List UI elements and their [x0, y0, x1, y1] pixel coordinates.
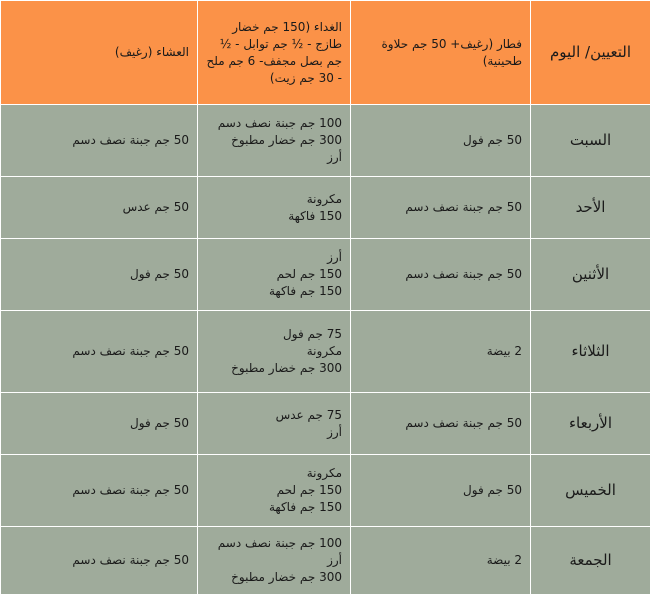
table-header-row [1, 1, 650, 105]
breakfast-item: 50 جم جبنة نصف دسم [359, 199, 522, 216]
table-row [1, 311, 650, 393]
breakfast-item: 50 جم جبنة نصف دسم [359, 266, 522, 283]
lunch-item: مكرونة [206, 191, 342, 208]
table-row [1, 177, 650, 239]
lunch-item: 100 جم جبنة نصف دسم [206, 115, 342, 132]
day-cell: الأحد [531, 177, 650, 239]
breakfast-item: 50 جم فول [359, 132, 522, 149]
breakfast-cell [351, 527, 531, 595]
lunch-cell [198, 527, 351, 595]
lunch-item: أرز [206, 552, 342, 569]
dinner-item: 50 جم جبنة نصف دسم [9, 552, 189, 569]
header-dinner: العشاء (رغيف) [1, 1, 198, 105]
breakfast-cell [351, 455, 531, 527]
dinner-item: 50 جم جبنة نصف دسم [9, 482, 189, 499]
dinner-item: 50 جم فول [9, 415, 189, 432]
breakfast-cell [351, 177, 531, 239]
table-row [1, 455, 650, 527]
lunch-cell [198, 105, 351, 177]
day-cell: السبت [531, 105, 650, 177]
lunch-cell [198, 393, 351, 455]
lunch-cell [198, 455, 351, 527]
lunch-item: أرز [206, 149, 342, 166]
dinner-item: 50 جم فول [9, 266, 189, 283]
breakfast-item: 2 بيضة [359, 552, 522, 569]
day-cell: الثلاثاء [531, 311, 650, 393]
breakfast-item: 50 جم جبنة نصف دسم [359, 415, 522, 432]
breakfast-cell [351, 393, 531, 455]
table-row [1, 105, 650, 177]
lunch-cell [198, 177, 351, 239]
lunch-item: 150 جم لحم [206, 482, 342, 499]
lunch-item: 300 جم خضار مطبوخ [206, 132, 342, 149]
table-row [1, 393, 650, 455]
dinner-cell [1, 527, 198, 595]
header-breakfast: فطار (رغيف+ 50 جم حلاوة طحينية) [351, 1, 531, 105]
breakfast-item: 50 جم فول [359, 482, 522, 499]
dinner-cell [1, 455, 198, 527]
table-body [1, 105, 650, 595]
lunch-item: 75 جم فول [206, 326, 342, 343]
header-day: التعيين/ اليوم [531, 1, 650, 105]
day-cell: الخميس [531, 455, 650, 527]
dinner-cell [1, 393, 198, 455]
dinner-cell [1, 311, 198, 393]
lunch-item: 150 جم فاكهة [206, 499, 342, 516]
lunch-item: 150 جم فاكهة [206, 283, 342, 300]
lunch-item: 150 فاكهة [206, 208, 342, 225]
breakfast-cell [351, 239, 531, 311]
lunch-cell [198, 311, 351, 393]
dinner-item: 50 جم جبنة نصف دسم [9, 343, 189, 360]
dinner-item: 50 جم عدس [9, 199, 189, 216]
header-lunch: الغداء (150 جم خضار طازج - ½ جم توابل - ½ جم بصل مجفف- 6 جم ملح - 30 جم زيت) [198, 1, 351, 105]
day-cell: الأثنين [531, 239, 650, 311]
lunch-item: مكرونة [206, 343, 342, 360]
dinner-cell [1, 105, 198, 177]
breakfast-cell [351, 105, 531, 177]
lunch-item: 75 جم عدس [206, 407, 342, 424]
breakfast-cell [351, 311, 531, 393]
table-row [1, 239, 650, 311]
lunch-item: 300 جم خضار مطبوخ [206, 569, 342, 586]
breakfast-item: 2 بيضة [359, 343, 522, 360]
day-cell: الجمعة [531, 527, 650, 595]
dinner-cell [1, 239, 198, 311]
lunch-item: 100 جم جبنة نصف دسم [206, 535, 342, 552]
lunch-item: مكرونة [206, 465, 342, 482]
dinner-cell [1, 177, 198, 239]
dinner-item: 50 جم جبنة نصف دسم [9, 132, 189, 149]
lunch-item: أرز [206, 424, 342, 441]
day-cell: الأربعاء [531, 393, 650, 455]
lunch-item: 300 جم خضار مطبوخ [206, 360, 342, 377]
lunch-item: 150 جم لحم [206, 266, 342, 283]
lunch-item: أرز [206, 249, 342, 266]
table-row [1, 527, 650, 595]
lunch-cell [198, 239, 351, 311]
